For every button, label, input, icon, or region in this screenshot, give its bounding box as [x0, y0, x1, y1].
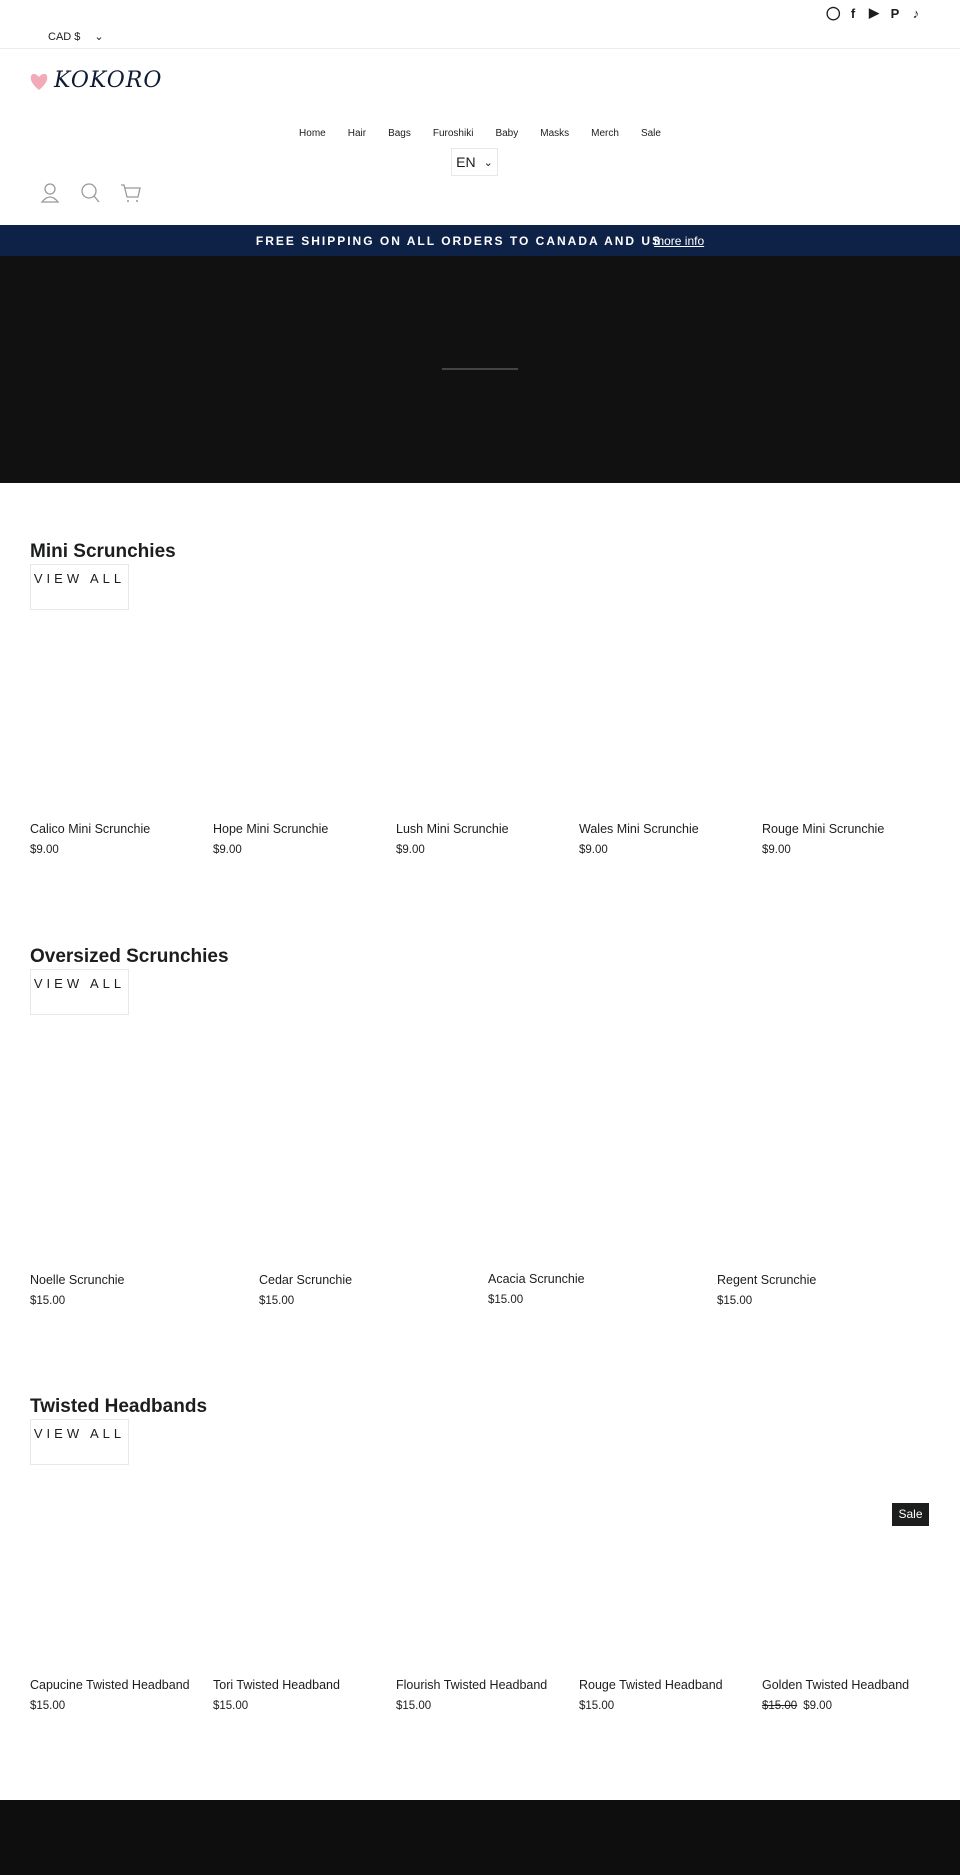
view-all-button[interactable]: VIEW ALL: [30, 564, 129, 610]
product-price: $9.00: [762, 844, 791, 856]
product-name: Calico Mini Scrunchie: [30, 822, 151, 836]
main-nav: [0, 128, 960, 139]
product-card[interactable]: [717, 1273, 816, 1307]
product-name: Tori Twisted Headband: [213, 1678, 340, 1692]
chevron-down-icon: ⌄: [483, 156, 493, 169]
product-card[interactable]: [259, 1273, 352, 1307]
nav-hair[interactable]: Hair: [347, 128, 367, 139]
product-price: [762, 1700, 909, 1712]
nav-home[interactable]: Home: [299, 128, 326, 139]
tiktok-icon[interactable]: ♪: [912, 5, 920, 21]
youtube-icon[interactable]: ▶: [869, 5, 879, 20]
logo-text: KOKORO: [54, 68, 163, 93]
product-price: $9.00: [579, 844, 608, 856]
product-card[interactable]: [488, 1272, 585, 1306]
product-name: Flourish Twisted Headband: [396, 1678, 548, 1692]
product-price: $15.00: [213, 1700, 249, 1712]
product-card[interactable]: [213, 822, 328, 856]
product-card[interactable]: [30, 822, 150, 856]
product-name: Cedar Scrunchie: [259, 1273, 353, 1287]
cart-icon[interactable]: [120, 182, 142, 204]
nav-bags[interactable]: Bags: [388, 128, 411, 139]
pinterest-icon[interactable]: P: [890, 5, 900, 21]
product-price: $9.00: [213, 844, 242, 856]
nav-merch[interactable]: Merch: [591, 128, 619, 139]
product-card[interactable]: [396, 822, 509, 856]
product-name: Lush Mini Scrunchie: [396, 822, 509, 836]
original-price: $15.00: [762, 1700, 798, 1712]
search-icon[interactable]: [80, 182, 100, 204]
product-card[interactable]: [30, 1678, 190, 1712]
product-card[interactable]: [762, 1678, 909, 1712]
language-label: EN: [456, 154, 476, 170]
chevron-down-icon: ⌄: [94, 31, 104, 43]
sale-badge: Sale: [892, 1503, 929, 1526]
social-links: [826, 5, 922, 21]
nav-furoshiki[interactable]: Furoshiki: [432, 128, 474, 139]
view-all-button[interactable]: VIEW ALL: [30, 969, 129, 1015]
top-bar: [0, 0, 960, 49]
more-info-link[interactable]: more info: [654, 233, 705, 248]
nav-sale[interactable]: Sale: [640, 128, 661, 139]
product-price: $9.00: [30, 844, 59, 856]
language-selector[interactable]: [451, 148, 498, 176]
logo[interactable]: [30, 68, 162, 93]
product-name: Capucine Twisted Headband: [30, 1678, 190, 1692]
sale-price: $9.00: [803, 1700, 832, 1712]
product-card[interactable]: [579, 1678, 723, 1712]
product-name: Rouge Twisted Headband: [579, 1678, 723, 1692]
product-name: Golden Twisted Headband: [762, 1678, 910, 1692]
product-price: $15.00: [488, 1294, 524, 1306]
currency-selector[interactable]: [48, 30, 104, 43]
product-card[interactable]: [579, 822, 699, 856]
account-icon[interactable]: [40, 182, 60, 204]
product-card[interactable]: [762, 822, 884, 856]
product-card[interactable]: [213, 1678, 340, 1712]
product-price: $15.00: [579, 1700, 615, 1712]
instagram-icon[interactable]: ◯: [826, 5, 841, 20]
product-price: $15.00: [717, 1295, 753, 1307]
header-icons: [40, 182, 142, 204]
heart-logo-icon: [30, 71, 48, 91]
nav-masks[interactable]: Masks: [540, 128, 570, 139]
section-title: Twisted Headbands: [30, 1396, 208, 1417]
product-price: $15.00: [30, 1295, 66, 1307]
announcement-bar: [0, 225, 960, 256]
product-price: $15.00: [30, 1700, 66, 1712]
footer: [0, 1800, 960, 1875]
product-name: Rouge Mini Scrunchie: [762, 822, 885, 836]
section-title: Oversized Scrunchies: [30, 946, 229, 967]
loading-bar: [442, 368, 518, 370]
product-price: $15.00: [396, 1700, 432, 1712]
product-card[interactable]: [396, 1678, 547, 1712]
product-price: $15.00: [259, 1295, 295, 1307]
product-name: Regent Scrunchie: [717, 1273, 817, 1287]
section-title: Mini Scrunchies: [30, 541, 176, 562]
product-price: $9.00: [396, 844, 425, 856]
product-card[interactable]: [30, 1273, 125, 1307]
view-all-button[interactable]: VIEW ALL: [30, 1419, 129, 1465]
product-name: Acacia Scrunchie: [488, 1272, 585, 1286]
product-name: Hope Mini Scrunchie: [213, 822, 329, 836]
announcement-text: FREE SHIPPING ON ALL ORDERS TO CANADA AND US: [255, 233, 663, 248]
product-name: Wales Mini Scrunchie: [579, 822, 699, 836]
facebook-icon[interactable]: f: [850, 5, 856, 21]
currency-label: CAD $: [48, 30, 81, 43]
product-name: Noelle Scrunchie: [30, 1273, 125, 1287]
nav-baby[interactable]: Baby: [495, 128, 519, 139]
